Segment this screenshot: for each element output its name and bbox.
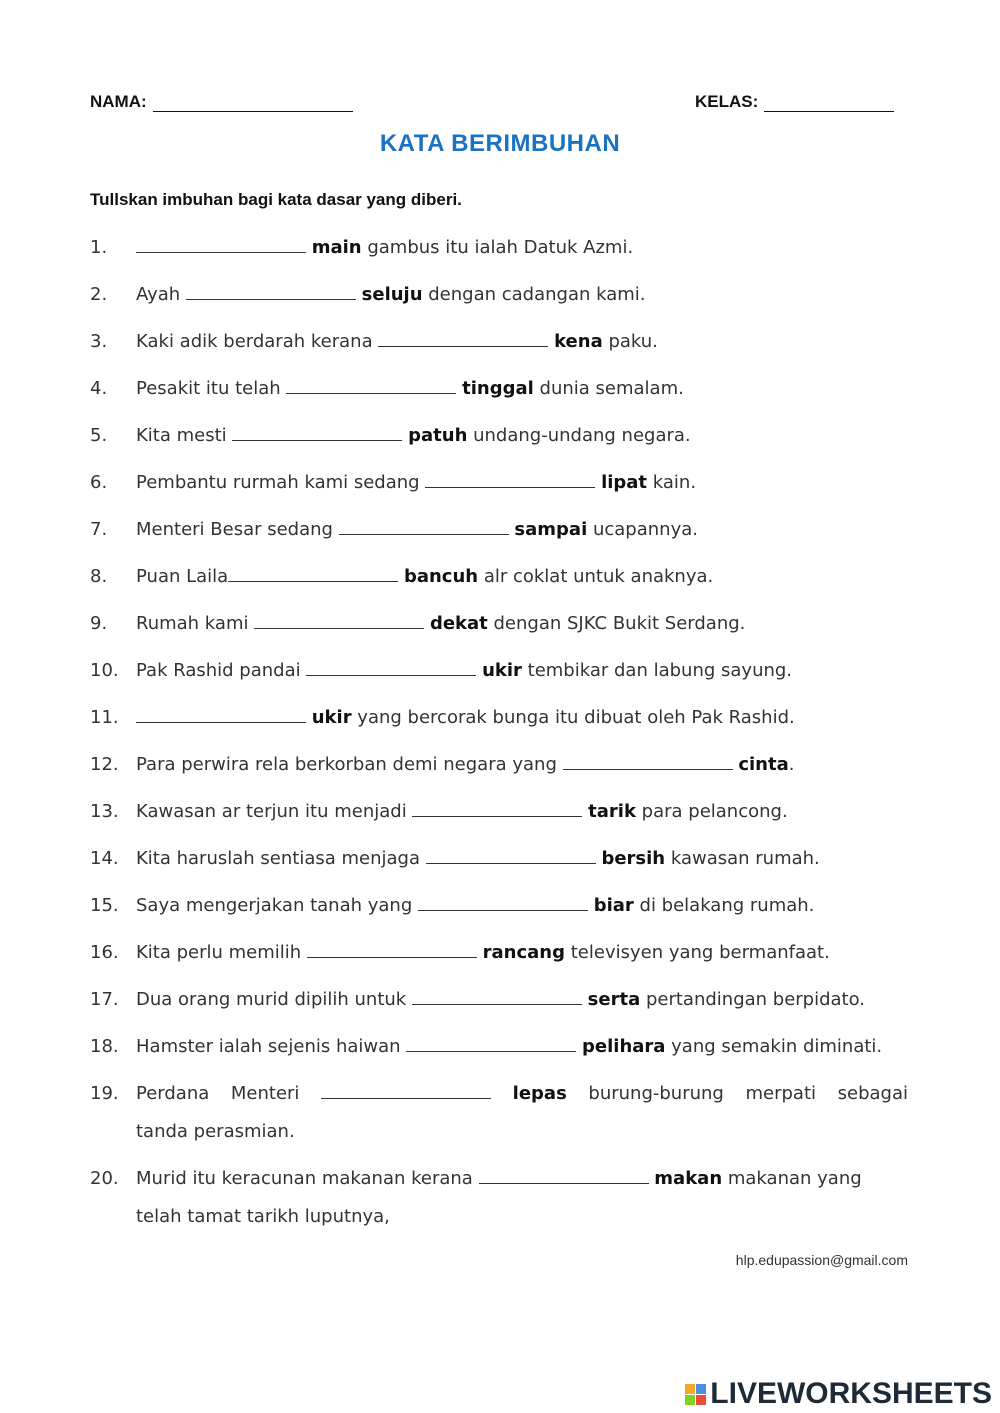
root-word: lepas (512, 1083, 567, 1104)
question-body (136, 612, 908, 636)
question-body (136, 941, 908, 965)
question-body (136, 847, 908, 871)
answer-blank[interactable] (307, 941, 477, 958)
answer-blank[interactable] (426, 847, 596, 864)
question-number: 12. (90, 754, 119, 775)
root-word: main (311, 237, 362, 258)
answer-blank[interactable] (339, 518, 509, 535)
question-text-before: Dua orang murid dipilih untuk (136, 989, 412, 1010)
question-number: 7. (90, 519, 108, 540)
question-text-after: dunia semalam. (533, 378, 684, 399)
question-text-after: dengan SJKC Bukit Serdang. (487, 613, 746, 634)
liveworksheets-logo (685, 1377, 992, 1411)
root-word: biar (593, 895, 634, 916)
brand-name: LIVEWORKSHEETS (710, 1377, 992, 1410)
question-number: 17. (90, 989, 119, 1010)
question-text-continued: telah tamat tarikh luputnya, (136, 1206, 390, 1227)
root-word: kena (554, 331, 603, 352)
question-body (136, 1082, 908, 1144)
answer-blank[interactable] (136, 706, 306, 723)
question-item (90, 847, 908, 871)
question-body (136, 424, 908, 448)
question-text-after: makanan yang (722, 1168, 862, 1189)
header (90, 92, 908, 116)
question-number: 14. (90, 848, 119, 869)
footer-email: hlp.edupassion@gmail.com (735, 1252, 908, 1268)
question-item (90, 612, 908, 636)
question-item (90, 706, 908, 730)
answer-blank[interactable] (412, 988, 582, 1005)
question-text-before: Murid itu keracunan makanan kerana (136, 1168, 479, 1189)
question-text-before: Pak Rashid pandai (136, 660, 307, 681)
question-number: 5. (90, 425, 108, 446)
question-list (90, 236, 908, 1252)
question-text-after: yang bercorak bunga itu dibuat oleh Pak Rashid. (351, 707, 795, 728)
root-word: serta (587, 989, 641, 1010)
instruction-text: Tullskan imbuhan bagi kata dasar yang diberi. (90, 190, 462, 209)
root-word: makan (654, 1168, 723, 1189)
question-text-before: Puan Laila (136, 566, 229, 587)
answer-blank[interactable] (425, 471, 595, 488)
question-item (90, 283, 908, 307)
nama-input-line[interactable] (153, 93, 353, 112)
answer-blank[interactable] (306, 659, 476, 676)
answer-blank[interactable] (286, 377, 456, 394)
answer-blank[interactable] (479, 1167, 649, 1184)
root-word: tinggal (462, 378, 534, 399)
question-text-after: ucapannya. (587, 519, 698, 540)
root-word: cinta (738, 754, 789, 775)
question-text-before: Perdana Menteri (136, 1083, 322, 1104)
question-body (136, 518, 908, 542)
question-text-after: . (788, 754, 795, 775)
question-text-after: dengan cadangan kami. (422, 284, 646, 305)
question-text-after: kawasan rumah. (665, 848, 820, 869)
kelas-field (695, 92, 894, 112)
question-item (90, 1082, 908, 1144)
answer-blank[interactable] (228, 565, 398, 582)
question-body (136, 753, 908, 777)
root-word: ukir (311, 707, 352, 728)
root-word: bersih (601, 848, 666, 869)
root-word: patuh (408, 425, 468, 446)
question-text-before: Kita perlu memilih (136, 942, 307, 963)
question-text-after: pertandingan berpidato. (640, 989, 866, 1010)
question-text-after: para pelancong. (635, 801, 788, 822)
question-body (136, 659, 908, 683)
question-item (90, 565, 908, 589)
question-body (136, 330, 908, 354)
nama-label: NAMA: (90, 92, 147, 111)
liveworksheets-icon (685, 1384, 706, 1405)
question-text-before: Kita mesti (136, 425, 233, 446)
question-text-before: Ayah (136, 284, 186, 305)
question-text-after: di belakang rumah. (633, 895, 815, 916)
question-text-after: burung-burung merpati sebagai (566, 1083, 908, 1104)
question-number: 20. (90, 1168, 119, 1189)
root-word: dekat (429, 613, 488, 634)
question-item (90, 894, 908, 918)
question-text-after: alr coklat untuk anaknya. (478, 566, 714, 587)
question-item (90, 330, 908, 354)
question-body (136, 988, 908, 1012)
question-number: 8. (90, 566, 108, 587)
question-number: 15. (90, 895, 119, 916)
question-body (136, 283, 908, 307)
root-word: bancuh (403, 566, 479, 587)
root-word: tarik (588, 801, 636, 822)
question-number: 19. (90, 1083, 119, 1104)
question-number: 1. (90, 237, 108, 258)
question-text-before: Hamster ialah sejenis haiwan (136, 1036, 407, 1057)
question-text-before: Pembantu rurmah kami sedang (136, 472, 426, 493)
question-body (136, 377, 908, 401)
question-body (136, 1035, 908, 1059)
question-number: 6. (90, 472, 108, 493)
question-text-before: Rumah kami (136, 613, 255, 634)
logo-tile (685, 1395, 695, 1405)
question-item (90, 424, 908, 448)
question-item (90, 236, 908, 260)
page-title: KATA BERIMBUHAN (379, 130, 621, 157)
logo-tile (696, 1395, 706, 1405)
answer-blank[interactable] (136, 236, 306, 253)
nama-field (90, 92, 353, 112)
question-text-before: Pesakit itu telah (136, 378, 287, 399)
question-number: 18. (90, 1036, 119, 1057)
question-number: 3. (90, 331, 108, 352)
answer-blank[interactable] (378, 330, 548, 347)
root-word: pelihara (582, 1036, 666, 1057)
question-text-after: gambus itu ialah Datuk Azmi. (361, 237, 634, 258)
question-body (136, 236, 908, 260)
answer-blank[interactable] (412, 800, 582, 817)
question-item (90, 518, 908, 542)
question-item (90, 1167, 908, 1229)
question-number: 13. (90, 801, 119, 822)
kelas-label: KELAS: (695, 92, 759, 111)
question-item (90, 377, 908, 401)
question-text-after: kain. (647, 472, 697, 493)
question-text-continued: tanda perasmian. (136, 1121, 295, 1142)
question-body (136, 565, 908, 589)
question-text-before: Kaki adik berdarah kerana (136, 331, 379, 352)
question-text-before: Kita haruslah sentiasa menjaga (136, 848, 426, 869)
question-number: 10. (90, 660, 119, 681)
answer-blank[interactable] (406, 1035, 576, 1052)
question-text-after: undang-undang negara. (467, 425, 691, 446)
question-number: 11. (90, 707, 119, 728)
kelas-input-line[interactable] (764, 93, 894, 112)
answer-blank[interactable] (254, 612, 424, 629)
question-text-after: televisyen yang bermanfaat. (565, 942, 830, 963)
question-text-after: yang semakin diminati. (665, 1036, 883, 1057)
question-number: 9. (90, 613, 108, 634)
root-word: lipat (601, 472, 648, 493)
root-word: seluju (361, 284, 423, 305)
question-body (136, 894, 908, 918)
question-text-before: Saya mengerjakan tanah yang (136, 895, 418, 916)
root-word: sampai (514, 519, 588, 540)
answer-blank[interactable] (232, 424, 402, 441)
logo-tile (696, 1384, 706, 1394)
question-text-before: Para perwira rela berkorban demi negara yang (136, 754, 563, 775)
answer-blank[interactable] (563, 753, 733, 770)
question-item (90, 471, 908, 495)
answer-blank[interactable] (418, 894, 588, 911)
question-text-after: paku. (602, 331, 658, 352)
question-body (136, 706, 908, 730)
question-item (90, 659, 908, 683)
question-item (90, 753, 908, 777)
question-number: 4. (90, 378, 108, 399)
answer-blank[interactable] (186, 283, 356, 300)
question-number: 2. (90, 284, 108, 305)
question-text-after: tembikar dan labung sayung. (521, 660, 793, 681)
root-word: rancang (482, 942, 566, 963)
question-body (136, 800, 908, 824)
question-text-before: Menteri Besar sedang (136, 519, 339, 540)
question-body (136, 471, 908, 495)
question-body (136, 1167, 908, 1229)
question-number: 16. (90, 942, 119, 963)
root-word: ukir (482, 660, 522, 681)
question-text-before: Kawasan ar terjun itu menjadi (136, 801, 413, 822)
question-item (90, 941, 908, 965)
question-item (90, 988, 908, 1012)
logo-tile (685, 1384, 695, 1394)
question-item (90, 1035, 908, 1059)
question-item (90, 800, 908, 824)
answer-blank[interactable] (321, 1082, 491, 1099)
